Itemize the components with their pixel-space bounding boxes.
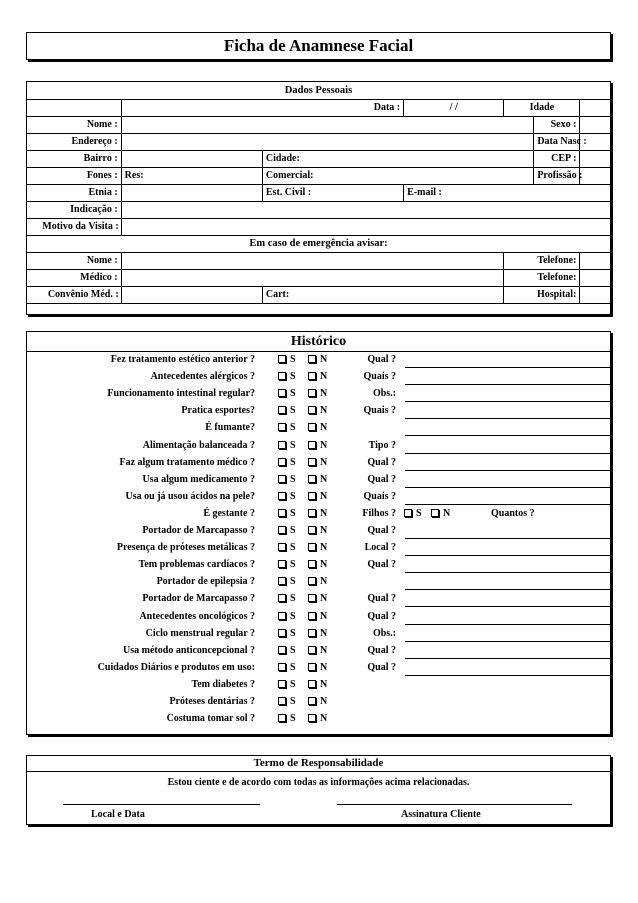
historico-row	[27, 403, 610, 420]
personal-data-table	[27, 82, 610, 304]
checkbox-icon	[308, 543, 316, 551]
no-label: N	[320, 456, 328, 468]
yes-checkbox[interactable]	[278, 696, 296, 707]
termo-text: Estou ciente e de acordo com todas as informações acima relacionadas.	[167, 777, 470, 788]
date-field[interactable]: / /	[404, 99, 504, 116]
convenio-field[interactable]	[121, 286, 262, 303]
historico-question: Fez tratamento estético anterior ?	[110, 354, 255, 365]
no-checkbox[interactable]	[308, 576, 327, 587]
answer-line[interactable]	[405, 470, 611, 471]
filhos-no-checkbox[interactable]	[431, 508, 450, 519]
answer-line[interactable]	[405, 504, 611, 505]
historico-row	[27, 557, 610, 574]
no-label: N	[320, 713, 328, 725]
data-nasc-label: Data Nasc :	[534, 133, 580, 150]
medico-telefone-label: Telefone:	[504, 269, 580, 286]
yes-label: S	[290, 490, 296, 502]
fone-comercial-field[interactable]: Comercial:	[262, 167, 533, 184]
endereco-field[interactable]	[121, 133, 534, 150]
checkbox-icon	[308, 594, 316, 602]
checkbox-icon	[308, 355, 316, 363]
historico-row	[27, 677, 610, 694]
historico-question: Antecedentes oncológicos ?	[139, 610, 255, 622]
yes-label: S	[290, 593, 296, 605]
yes-label: S	[290, 371, 296, 383]
no-checkbox[interactable]	[308, 713, 327, 724]
answer-line[interactable]	[405, 658, 611, 659]
answer-line[interactable]	[405, 453, 611, 454]
date-label: Data :	[262, 99, 403, 116]
answer-line[interactable]	[405, 435, 611, 436]
no-checkbox[interactable]	[308, 593, 327, 604]
no-label: N	[320, 525, 328, 536]
yes-checkbox[interactable]	[278, 662, 296, 673]
historico-row	[27, 626, 610, 643]
no-label: N	[320, 644, 328, 656]
yes-checkbox[interactable]	[278, 611, 296, 622]
filhos-no-label: N	[443, 507, 451, 519]
idade-label: Idade	[504, 99, 580, 116]
no-label: N	[320, 490, 328, 502]
follow-up-label: Qual ?	[367, 525, 396, 536]
answer-line[interactable]	[405, 675, 611, 676]
checkbox-icon	[308, 560, 316, 568]
no-label: N	[320, 354, 328, 365]
yes-label: S	[290, 405, 296, 417]
historico-row	[27, 369, 610, 386]
answer-line[interactable]	[405, 589, 611, 590]
historico-row	[27, 694, 610, 711]
historico-question: Tem problemas cardíacos ?	[138, 559, 255, 571]
answer-line[interactable]	[405, 367, 611, 368]
idade-field[interactable]	[580, 99, 610, 116]
yes-checkbox[interactable]	[278, 679, 296, 690]
emergency-header: Em caso de emergência avisar:	[27, 235, 610, 252]
historico-question: Pratica esportes?	[181, 405, 255, 417]
checkbox-icon	[278, 680, 286, 688]
yes-label: S	[290, 542, 296, 554]
follow-up-label: Obs.:	[372, 388, 396, 400]
no-label: N	[320, 371, 328, 383]
checkbox-icon	[278, 612, 286, 620]
checkbox-icon	[278, 697, 286, 705]
historico-row	[27, 455, 610, 472]
no-checkbox[interactable]	[308, 559, 327, 570]
checkbox-icon	[308, 475, 316, 483]
historico-question: É fumante?	[205, 422, 255, 434]
checkbox-icon	[308, 389, 316, 397]
no-label: N	[320, 661, 328, 673]
checkbox-icon	[308, 509, 316, 517]
fone-res-field[interactable]: Res:	[121, 167, 262, 184]
checkbox-icon	[308, 663, 316, 671]
answer-line[interactable]	[405, 538, 611, 539]
no-checkbox[interactable]	[308, 628, 327, 639]
no-checkbox[interactable]	[308, 696, 327, 707]
no-checkbox[interactable]	[308, 611, 327, 622]
checkbox-icon	[431, 509, 439, 517]
bairro-label: Bairro :	[27, 150, 121, 167]
termo-header: Termo de Responsabilidade	[27, 756, 610, 772]
checkbox-icon	[308, 680, 316, 688]
yes-checkbox[interactable]	[278, 559, 296, 570]
yes-label: S	[290, 456, 296, 468]
yes-checkbox[interactable]	[278, 525, 296, 536]
historico-question: Usa método anticoncepcional ?	[123, 644, 255, 656]
local-data-label: Local e Data	[91, 809, 145, 820]
historico-question: Cuidados Diários e produtos em uso:	[97, 661, 255, 673]
yes-label: S	[290, 473, 296, 485]
historico-question: Alimentação balanceada ?	[142, 439, 255, 451]
historico-question: Portador de Marcapasso ?	[142, 525, 255, 536]
yes-label: S	[290, 507, 296, 519]
historico-row	[27, 540, 610, 557]
yes-checkbox[interactable]	[278, 576, 296, 587]
no-checkbox[interactable]	[308, 525, 327, 536]
no-label: N	[320, 405, 328, 417]
checkbox-icon	[308, 714, 316, 722]
yes-checkbox[interactable]	[278, 508, 296, 519]
no-checkbox[interactable]	[308, 440, 327, 451]
no-label: N	[320, 696, 328, 707]
checkbox-icon	[278, 492, 286, 500]
no-label: N	[320, 542, 328, 554]
sexo-label: Sexo :	[534, 116, 580, 133]
cep-field[interactable]	[580, 150, 610, 167]
no-label: N	[320, 593, 328, 605]
historico-row	[27, 574, 610, 591]
no-label: N	[320, 473, 328, 485]
follow-up-label: Obs.:	[372, 627, 396, 639]
yes-checkbox[interactable]	[278, 440, 296, 451]
no-checkbox[interactable]	[308, 662, 327, 673]
yes-label: S	[290, 696, 296, 707]
checkbox-icon	[278, 475, 286, 483]
checkbox-icon	[278, 526, 286, 534]
answer-line[interactable]	[405, 641, 611, 642]
checkbox-icon	[404, 509, 412, 517]
yes-label: S	[290, 713, 296, 725]
checkbox-icon	[278, 594, 286, 602]
assinatura-line[interactable]	[337, 804, 572, 805]
follow-up-label: Filhos ?	[362, 507, 396, 519]
est-civil-field[interactable]: Est. Civil :	[262, 184, 403, 201]
no-label: N	[320, 388, 328, 400]
follow-up-label: Qual ?	[367, 559, 396, 571]
historico-question: Tem diabetes ?	[191, 678, 255, 690]
checkbox-icon	[278, 560, 286, 568]
profissao-label: Profissão :	[534, 167, 580, 184]
yes-label: S	[290, 388, 296, 400]
follow-up-label: Qual ?	[367, 473, 396, 485]
yes-checkbox[interactable]	[278, 422, 296, 433]
medico-label: Médico :	[27, 269, 121, 286]
yes-checkbox[interactable]	[278, 542, 296, 553]
checkbox-icon	[278, 663, 286, 671]
historico-row	[27, 711, 610, 728]
checkbox-icon	[278, 355, 286, 363]
yes-label: S	[290, 354, 296, 365]
no-checkbox[interactable]	[308, 679, 327, 690]
answer-line[interactable]	[405, 555, 611, 556]
personal-data-header: Dados Pessoais	[27, 82, 610, 99]
historico-row	[27, 660, 610, 677]
historico-question: Funcionamento intestinal regular?	[107, 388, 255, 400]
no-checkbox[interactable]	[308, 371, 327, 382]
checkbox-icon	[308, 372, 316, 380]
no-label: N	[320, 610, 328, 622]
checkbox-icon	[278, 423, 286, 431]
checkbox-icon	[308, 441, 316, 449]
checkbox-icon	[278, 629, 286, 637]
follow-up-label: Quais ?	[363, 405, 396, 417]
yes-checkbox[interactable]	[278, 388, 296, 399]
checkbox-icon	[278, 543, 286, 551]
checkbox-icon	[308, 697, 316, 705]
answer-line[interactable]	[405, 572, 611, 573]
checkbox-icon	[308, 577, 316, 585]
fones-label: Fones :	[27, 167, 121, 184]
no-checkbox[interactable]	[308, 474, 327, 485]
historico-question: Ciclo menstrual regular ?	[145, 627, 255, 639]
checkbox-icon	[278, 389, 286, 397]
historico-question: Portador de epilepsia ?	[156, 576, 255, 588]
emergency-telefone-field[interactable]	[580, 252, 610, 269]
cart-field[interactable]: Cart:	[262, 286, 503, 303]
no-label: N	[320, 422, 328, 434]
historico-row	[27, 489, 610, 506]
medico-field[interactable]	[121, 269, 504, 286]
no-label: N	[320, 627, 328, 639]
bairro-field[interactable]	[121, 150, 262, 167]
indicacao-label: Indicação :	[27, 201, 121, 218]
checkbox-icon	[278, 372, 286, 380]
historico-row	[27, 506, 610, 523]
yes-label: S	[290, 678, 296, 690]
historico-question: Usa algum medicamento ?	[142, 473, 255, 485]
historico-question: Próteses dentárias ?	[169, 696, 255, 707]
medico-telefone-field[interactable]	[580, 269, 610, 286]
historico-question: Costuma tomar sol ?	[166, 713, 255, 725]
follow-up-label: Quais ?	[363, 490, 396, 502]
checkbox-icon	[308, 646, 316, 654]
yes-label: S	[290, 627, 296, 639]
checkbox-icon	[278, 441, 286, 449]
historico-row	[27, 352, 610, 369]
historico-row	[27, 386, 610, 403]
yes-checkbox[interactable]	[278, 474, 296, 485]
historico-question: Antecedentes alérgicos ?	[150, 371, 255, 383]
historico-row	[27, 591, 610, 608]
no-checkbox[interactable]	[308, 542, 327, 553]
no-checkbox[interactable]	[308, 645, 327, 656]
checkbox-icon	[308, 612, 316, 620]
no-label: N	[320, 507, 328, 519]
follow-up-label: Qual ?	[367, 354, 396, 365]
yes-label: S	[290, 610, 296, 622]
hospital-field[interactable]	[580, 286, 610, 303]
checkbox-icon	[308, 406, 316, 414]
endereco-label: Endereço :	[27, 133, 121, 150]
historico-panel	[26, 331, 611, 735]
historico-row	[27, 438, 610, 455]
no-checkbox[interactable]	[308, 405, 327, 416]
etnia-field[interactable]	[121, 184, 262, 201]
no-checkbox[interactable]	[308, 388, 327, 399]
historico-row	[27, 472, 610, 489]
termo-panel	[26, 755, 611, 825]
yes-checkbox[interactable]	[278, 491, 296, 502]
historico-question: Presença de próteses metálicas ?	[116, 542, 255, 554]
yes-checkbox[interactable]	[278, 628, 296, 639]
answer-line[interactable]	[405, 418, 611, 419]
historico-row	[27, 609, 610, 626]
nome-label: Nome :	[27, 116, 121, 133]
checkbox-icon	[308, 629, 316, 637]
yes-label: S	[290, 525, 296, 536]
profissao-field[interactable]	[580, 167, 610, 184]
historico-question: É gestante ?	[203, 507, 255, 519]
personal-data-panel	[26, 81, 611, 315]
checkbox-icon	[308, 492, 316, 500]
sexo-field[interactable]	[580, 116, 610, 133]
checkbox-icon	[308, 458, 316, 466]
emergency-nome-label: Nome :	[27, 252, 121, 269]
follow-up-label: Qual ?	[367, 644, 396, 656]
yes-checkbox[interactable]	[278, 354, 296, 365]
no-checkbox[interactable]	[308, 354, 327, 365]
follow-up-label: Tipo ?	[368, 439, 396, 451]
checkbox-icon	[278, 577, 286, 585]
yes-checkbox[interactable]	[278, 645, 296, 656]
filhos-yes-label: S	[416, 507, 422, 519]
follow-up-label: Qual ?	[367, 610, 396, 622]
answer-line[interactable]	[405, 384, 611, 385]
yes-checkbox[interactable]	[278, 713, 296, 724]
historico-row	[27, 643, 610, 660]
page-title: Ficha de Anamnese Facial	[26, 32, 611, 60]
yes-label: S	[290, 439, 296, 451]
answer-line[interactable]	[405, 487, 611, 488]
no-checkbox[interactable]	[308, 422, 327, 433]
no-checkbox[interactable]	[308, 508, 327, 519]
yes-checkbox[interactable]	[278, 593, 296, 604]
etnia-label: Etnia :	[27, 184, 121, 201]
emergency-nome-field[interactable]	[121, 252, 504, 269]
yes-checkbox[interactable]	[278, 457, 296, 468]
historico-row	[27, 420, 610, 437]
checkbox-icon	[308, 526, 316, 534]
checkbox-icon	[278, 458, 286, 466]
answer-line[interactable]	[405, 606, 611, 607]
follow-up-label: Qual ?	[367, 593, 396, 605]
quantos-label: Quantos ?	[491, 507, 535, 519]
checkbox-icon	[278, 714, 286, 722]
no-checkbox[interactable]	[308, 491, 327, 502]
follow-up-label: Qual ?	[367, 456, 396, 468]
motivo-field[interactable]	[121, 218, 610, 235]
local-data-line[interactable]	[63, 804, 260, 805]
no-label: N	[320, 559, 328, 571]
nome-field[interactable]	[121, 116, 534, 133]
no-label: N	[320, 678, 328, 690]
historico-row	[27, 523, 610, 540]
follow-up-label: Local ?	[364, 542, 396, 554]
answer-line[interactable]	[405, 624, 611, 625]
historico-question: Faz algum tratamento médico ?	[119, 456, 255, 468]
no-label: N	[320, 439, 328, 451]
checkbox-icon	[308, 423, 316, 431]
email-field[interactable]: E-mail :	[404, 184, 610, 201]
checkbox-icon	[278, 646, 286, 654]
indicacao-field[interactable]	[121, 201, 610, 218]
no-label: N	[320, 576, 328, 588]
checkbox-icon	[278, 406, 286, 414]
answer-line[interactable]	[405, 401, 611, 402]
follow-up-label: Quais ?	[363, 371, 396, 383]
historico-question: Portador de Marcapasso ?	[142, 593, 255, 605]
assinatura-label: Assinatura Cliente	[401, 809, 481, 820]
cidade-field[interactable]: Cidade:	[262, 150, 533, 167]
emergency-telefone-label: Telefone:	[504, 252, 580, 269]
no-checkbox[interactable]	[308, 457, 327, 468]
motivo-label: Motivo da Visita :	[27, 218, 121, 235]
yes-checkbox[interactable]	[278, 405, 296, 416]
historico-question: Usa ou já usou ácidos na pele?	[125, 490, 255, 502]
yes-label: S	[290, 576, 296, 588]
hospital-label: Hospital:	[504, 286, 580, 303]
checkbox-icon	[278, 509, 286, 517]
yes-label: S	[290, 422, 296, 434]
cep-label: CEP :	[534, 150, 580, 167]
convenio-label: Convênio Méd. :	[27, 286, 121, 303]
yes-checkbox[interactable]	[278, 371, 296, 382]
follow-up-label: Qual ?	[367, 661, 396, 673]
historico-header: Histórico	[27, 332, 610, 352]
yes-label: S	[290, 661, 296, 673]
filhos-yes-checkbox[interactable]	[404, 508, 422, 519]
yes-label: S	[290, 559, 296, 571]
yes-label: S	[290, 644, 296, 656]
